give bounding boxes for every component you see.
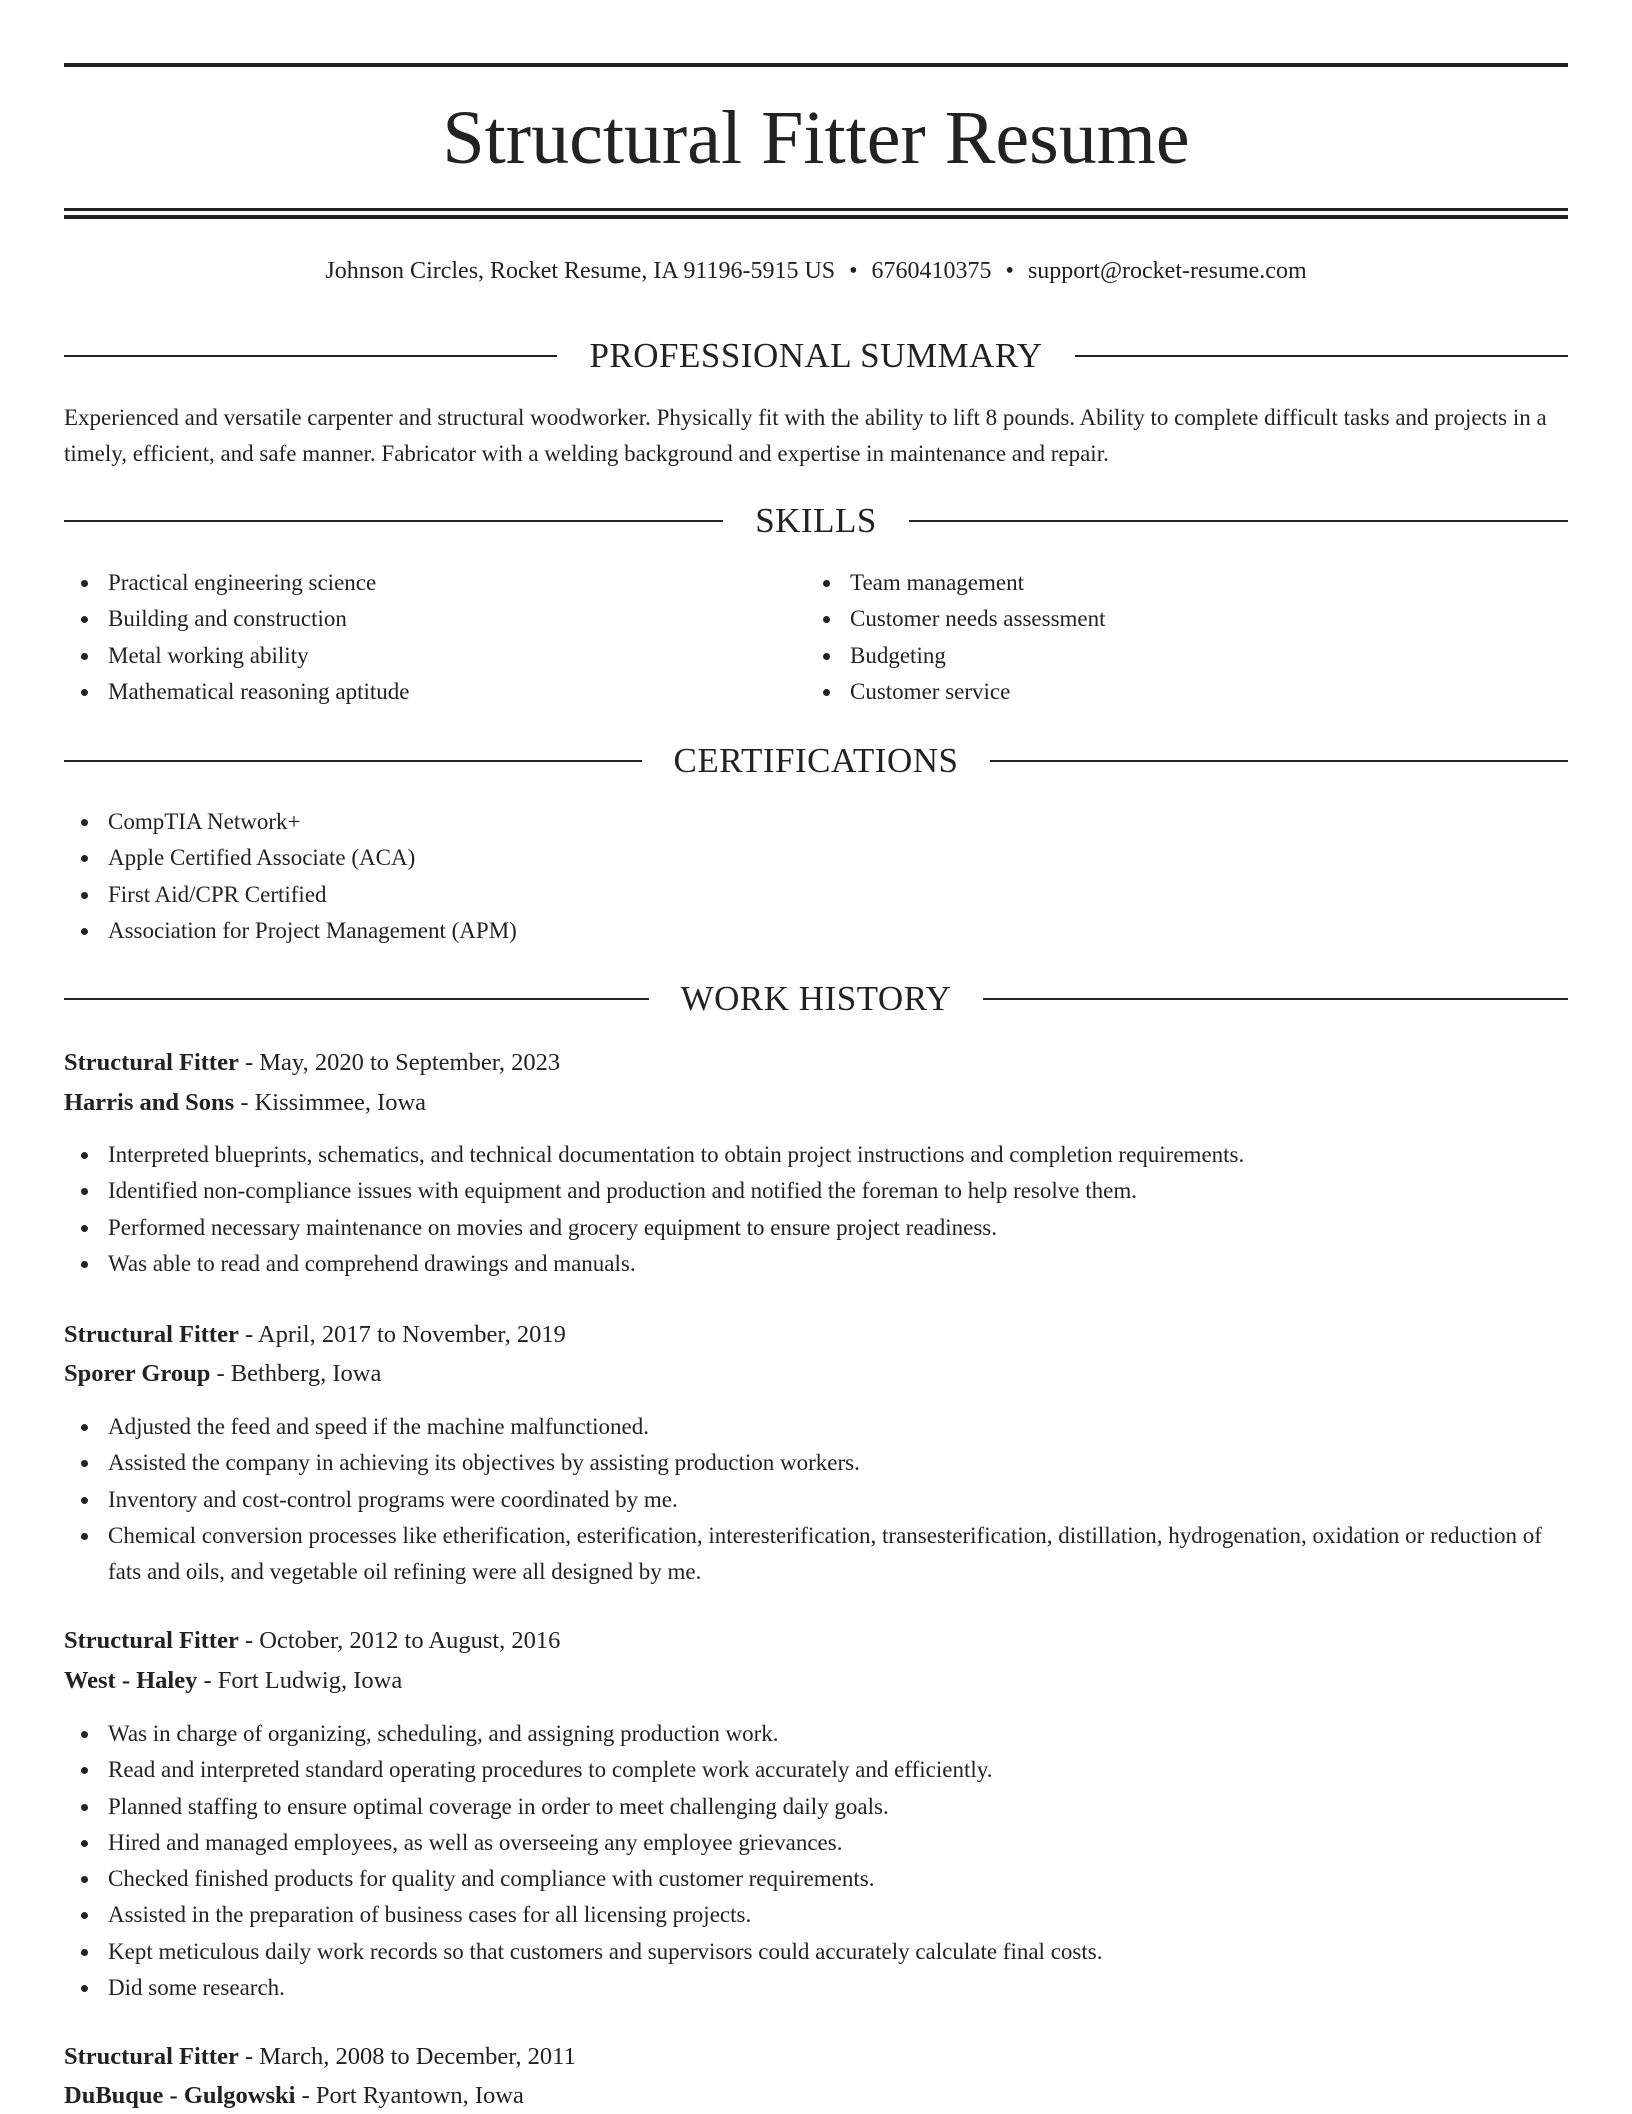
job-duty: Performed necessary maintenance on movies and grocery equipment to ensure project readiness. [108,1210,1568,1246]
contact-separator: • [1005,258,1014,284]
contact-phone: 6760410375 [871,258,992,284]
job-company: West - Haley [64,1667,198,1694]
certification-item: CompTIA Network+ [108,804,1568,840]
summary-text: Experienced and versatile carpenter and structural woodworker. Physically fit with the ability to lift 8 pounds. Ability to complete difficult tasks and projects in a timely, efficient, and safe manner. Fabricator with a welding background and expertise in maintenance and repair. [64,405,1547,466]
job-title: Structural Fitter [64,1627,239,1654]
job-duty: Hired and managed employees, as well as overseeing any employee grievances. [108,1825,1568,1861]
job-duty: Assisted the company in achieving its objectives by assisting production workers. [108,1445,1568,1481]
skill-item: Budgeting [850,638,1550,674]
section-title: SKILLS [755,501,877,540]
job-duties-list [64,1716,1568,2006]
contact-separator: • [849,258,858,284]
job-company-line [64,2078,524,2114]
job-duties-list [64,1137,1568,1282]
resume-title: Structural Fitter Resume [442,96,1190,180]
job-title-line [64,1045,560,1081]
job-title-line [64,1623,560,1659]
job-title: Structural Fitter [64,2043,239,2070]
job-duty: Read and interpreted standard operating procedures to complete work accurately and efficiently. [108,1752,1568,1788]
job-title: Structural Fitter [64,1321,239,1348]
job-company: Sporer Group [64,1360,211,1387]
job-dates: - April, 2017 to November, 2019 [244,1321,566,1348]
certification-item: First Aid/CPR Certified [108,877,1568,913]
heading-rule-left [64,760,642,762]
job-duty: Interpreted blueprints, schematics, and technical documentation to obtain project instructions and completion requirements. [108,1137,1568,1173]
job-company-line [64,1663,402,1699]
contact-address: Johnson Circles, Rocket Resume, IA 91196-5915 US [325,258,836,284]
skill-item: Building and construction [108,601,808,637]
heading-rule-left [64,355,557,357]
section-heading-certifications [64,739,1568,783]
job-dates: - October, 2012 to August, 2016 [244,1627,561,1654]
job-duty: Planned staffing to ensure optimal coverage in order to meet challenging daily goals. [108,1789,1568,1825]
job-duties-list [64,1409,1568,1590]
contact-email: support@rocket-resume.com [1027,258,1307,284]
job-duty: Checked finished products for quality and compliance with customer requirements. [108,1861,1568,1897]
job-duty: Identified non-compliance issues with equipment and production and notified the foreman to help resolve them. [108,1173,1568,1209]
job-duty: Inventory and cost-control programs were coordinated by me. [108,1482,1568,1518]
job-duty: Kept meticulous daily work records so that customers and supervisors could accurately calculate final costs. [108,1934,1568,1970]
heading-rule-right [909,520,1568,522]
certification-item: Apple Certified Associate (ACA) [108,840,1568,876]
section-title: CERTIFICATIONS [673,741,959,780]
job-company-line [64,1085,426,1121]
heading-rule-right [990,760,1568,762]
job-duty: Chemical conversion processes like etherification, esterification, interesterification, transesterification, distillation, hydrogenation, oxidation or reduction of fats and oils, and vegetable oil refining were all designed by me. [108,1518,1568,1591]
certifications-list [64,804,1568,949]
certification-item: Association for Project Management (APM) [108,913,1568,949]
job-location: - Kissimmee, Iowa [240,1089,427,1116]
title-rule-lower [64,215,1568,219]
skill-item: Practical engineering science [108,565,808,601]
job-title-line [64,2039,576,2075]
section-heading-skills [64,499,1568,543]
skill-item: Team management [850,565,1550,601]
section-heading-work-history [64,977,1568,1021]
skill-item: Customer needs assessment [850,601,1550,637]
section-heading-summary [64,334,1568,378]
contact-line [64,255,1568,287]
heading-rule-right [1075,355,1568,357]
skills-list-right [806,565,1550,710]
job-title: Structural Fitter [64,1049,239,1076]
heading-rule-left [64,998,649,1000]
job-title-line [64,1317,566,1353]
skill-item: Mathematical reasoning aptitude [108,674,808,710]
job-duty: Was able to read and comprehend drawings and manuals. [108,1246,1568,1282]
skill-item: Metal working ability [108,638,808,674]
job-company: Harris and Sons [64,1089,235,1116]
section-title: PROFESSIONAL SUMMARY [589,336,1043,375]
job-company-line [64,1356,381,1392]
job-dates: - March, 2008 to December, 2011 [244,2043,576,2070]
job-duty: Was in charge of organizing, scheduling, and assigning production work. [108,1716,1568,1752]
job-location: - Port Ryantown, Iowa [301,2082,524,2109]
skills-list-left [64,565,808,710]
top-rule [64,63,1568,67]
heading-rule-left [64,520,723,522]
job-dates: - May, 2020 to September, 2023 [244,1049,561,1076]
job-duty: Did some research. [108,1970,1568,2006]
job-company: DuBuque - Gulgowski [64,2082,296,2109]
job-duty: Adjusted the feed and speed if the machine malfunctioned. [108,1409,1568,1445]
section-title: WORK HISTORY [680,979,952,1018]
job-location: - Bethberg, Iowa [216,1360,382,1387]
job-duty: Assisted in the preparation of business cases for all licensing projects. [108,1897,1568,1933]
title-rule-upper [64,208,1568,211]
job-location: - Fort Ludwig, Iowa [203,1667,403,1694]
skill-item: Customer service [850,674,1550,710]
heading-rule-right [983,998,1568,1000]
